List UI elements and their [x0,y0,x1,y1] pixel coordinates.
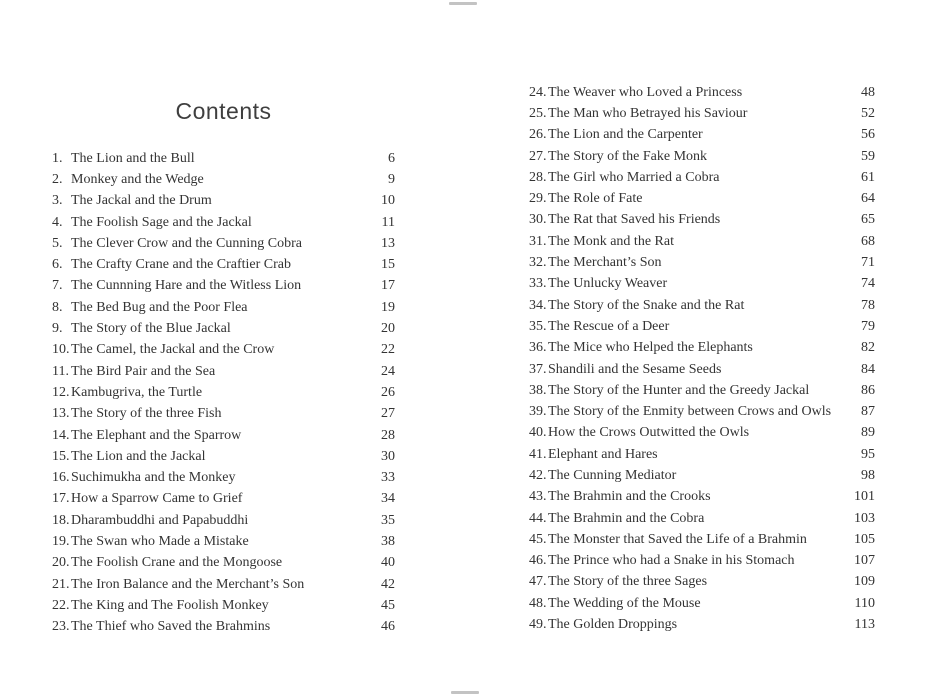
toc-entry [529,380,875,401]
toc-entry-number: 26. [529,127,547,143]
toc-entry-number: 37. [529,361,547,377]
toc-entry-title: Monkey and the Wedge [71,171,204,187]
toc-entry [52,531,395,552]
toc-entry-title: The Thief who Saved the Brahmins [71,619,271,635]
toc-entry-number: 3. [52,193,63,209]
toc-entry-title: The Merchant’s Son [548,255,662,271]
toc-entry-title: The Weaver who Loved a Princess [548,84,743,100]
toc-entry-number: 27. [529,148,547,164]
toc-entry-title: The Story of the Enmity between Crows and Owls [548,404,832,420]
toc-entry-number: 2. [52,171,63,187]
toc-entry [52,510,395,531]
toc-entry-number: 12. [52,384,70,400]
toc-entry-title: The Story of the Fake Monk [548,148,708,164]
toc-entry [529,359,875,380]
toc-entry-number: 38. [529,382,547,398]
page-title: Contents [175,98,272,124]
toc-entry [529,401,875,422]
toc-entry-number: 13. [52,406,70,422]
toc-entry-page: 74 [861,276,875,292]
toc-entry-page: 113 [854,617,875,633]
toc-entry [529,338,875,359]
toc-entry-title: The Story of the Hunter and the Greedy Jackal [548,382,810,398]
toc-entry-number: 49. [529,617,547,633]
toc-entry-number: 42. [529,467,547,483]
toc-entry-number: 16. [52,470,70,486]
toc-entry [529,125,875,146]
toc-entry-title: The Lion and the Bull [71,150,195,166]
toc-entry-number: 39. [529,404,547,420]
toc-entry-page: 64 [861,191,875,207]
toc-entry-page: 15 [381,257,395,273]
toc-entry-number: 43. [529,489,547,505]
toc-entry-page: 86 [861,382,875,398]
toc-entry-number: 22. [52,597,70,613]
toc-entry-number: 32. [529,255,547,271]
toc-entry-page: 6 [388,150,395,166]
toc-entry-number: 20. [52,555,70,571]
toc-entry-number: 45. [529,531,547,547]
toc-entry-page: 9 [388,171,395,187]
toc-entry [52,318,395,339]
toc-entry-title: The Story of the three Fish [71,406,222,422]
toc-entry-page: 13 [381,235,395,251]
toc-entry [529,551,875,572]
toc-entry-page: 56 [861,127,875,143]
toc-entry-page: 103 [854,510,875,526]
toc-entry-title: The King and The Foolish Monkey [71,597,269,613]
toc-entry-page: 40 [381,555,395,571]
toc-entry [529,231,875,252]
toc-entry-number: 21. [52,576,70,592]
toc-entry-number: 35. [529,318,547,334]
toc-entry [529,465,875,486]
toc-entry-page: 11 [381,214,395,230]
toc-entry [529,188,875,209]
toc-entry-page: 10 [381,193,395,209]
toc-entry-title: The Cunnning Hare and the Witless Lion [71,278,302,294]
toc-entry-title: Kambugriva, the Turtle [71,384,203,400]
toc-entry-page: 34 [381,491,395,507]
toc-entry-page: 82 [861,340,875,356]
toc-entry-number: 44. [529,510,547,526]
toc-entry-title: The Lion and the Jackal [71,448,206,464]
toc-entry-title: The Foolish Sage and the Jackal [71,214,252,230]
toc-entry-page: 22 [381,342,395,358]
toc-entry-title: The Iron Balance and the Merchant’s Son [71,576,305,592]
toc-entry [52,361,395,382]
toc-entry [529,295,875,316]
toc-entry [529,444,875,465]
toc-entry-number: 23. [52,619,70,635]
toc-entry [529,210,875,231]
toc-entry-page: 68 [861,233,875,249]
toc-entry-title: Suchimukha and the Monkey [71,470,236,486]
toc-entry [52,382,395,403]
toc-entry-title: The Bed Bug and the Poor Flea [71,299,248,315]
toc-entry-page: 38 [381,533,395,549]
toc-entry-title: The Story of the three Sages [548,574,708,590]
toc-entry-title: Shandili and the Sesame Seeds [548,361,722,377]
toc-entry [52,276,395,297]
toc-entry [52,340,395,361]
toc-entry-title: The Rescue of a Deer [548,318,670,334]
toc-entry-number: 46. [529,553,547,569]
toc-entry [529,508,875,529]
toc-entry-number: 30. [529,212,547,228]
toc-entry-page: 59 [861,148,875,164]
toc-entry-title: The Golden Droppings [548,617,678,633]
toc-entry-number: 40. [529,425,547,441]
bottom-fold-mark [451,691,479,694]
toc-entry [52,489,395,510]
toc-entry-title: Elephant and Hares [548,446,658,462]
toc-entry [529,529,875,550]
toc-entry-page: 17 [381,278,395,294]
toc-entry [529,572,875,593]
toc-entry-title: The Lion and the Carpenter [548,127,703,143]
toc-entry-number: 17. [52,491,70,507]
toc-entry-title: The Wedding of the Mouse [548,595,701,611]
toc-entry-number: 41. [529,446,547,462]
toc-entry-number: 29. [529,191,547,207]
toc-entry-title: The Foolish Crane and the Mongoose [71,555,283,571]
toc-entry-page: 19 [381,299,395,315]
toc-entry-title: The Rat that Saved his Friends [548,212,721,228]
toc-entry-number: 33. [529,276,547,292]
toc-entry [52,446,395,467]
toc-entry-number: 31. [529,233,547,249]
toc-list-right [529,82,875,636]
toc-entry-page: 33 [381,470,395,486]
top-fold-mark [449,2,477,5]
toc-entry-title: The Brahmin and the Crooks [548,489,711,505]
toc-entry [529,252,875,273]
toc-entry-title: The Monk and the Rat [548,233,674,249]
toc-entry [52,574,395,595]
toc-entry-title: The Role of Fate [548,191,643,207]
toc-entry-title: The Man who Betrayed his Saviour [548,105,748,121]
toc-entry [52,148,395,169]
toc-list-left [52,148,395,638]
toc-entry-page: 95 [861,446,875,462]
toc-entry-page: 105 [854,531,875,547]
toc-entry [52,425,395,446]
toc-entry-page: 84 [861,361,875,377]
toc-entry-number: 14. [52,427,70,443]
toc-entry-title: The Clever Crow and the Cunning Cobra [71,235,302,251]
toc-entry [52,254,395,275]
toc-entry-number: 15. [52,448,70,464]
toc-entry-number: 18. [52,512,70,528]
toc-entry [52,297,395,318]
toc-entry-title: How a Sparrow Came to Grief [71,491,243,507]
toc-entry-title: The Story of the Blue Jackal [71,321,231,337]
toc-entry-number: 36. [529,340,547,356]
toc-entry-number: 19. [52,533,70,549]
toc-entry [529,82,875,103]
toc-entry-title: The Story of the Snake and the Rat [548,297,745,313]
toc-entry-page: 42 [381,576,395,592]
toc-entry-page: 27 [381,406,395,422]
toc-entry-page: 87 [861,404,875,420]
toc-entry-title: The Crafty Crane and the Craftier Crab [71,257,292,273]
toc-entry [52,233,395,254]
toc-entry-number: 34. [529,297,547,313]
toc-entry-title: The Cunning Mediator [548,467,677,483]
toc-entry-page: 71 [861,255,875,271]
toc-entry [529,146,875,167]
toc-entry-title: The Mice who Helped the Elephants [548,340,753,356]
toc-entry-title: The Prince who had a Snake in his Stomach [548,553,795,569]
toc-entry-page: 26 [381,384,395,400]
toc-entry [52,169,395,190]
toc-entry-page: 35 [381,512,395,528]
toc-entry-title: The Bird Pair and the Sea [71,363,216,379]
toc-entry-page: 48 [861,84,875,100]
toc-entry-number: 4. [52,214,63,230]
toc-entry [52,404,395,425]
toc-entry-page: 89 [861,425,875,441]
toc-entry [52,467,395,488]
toc-entry-page: 98 [861,467,875,483]
toc-entry-title: The Unlucky Weaver [548,276,668,292]
toc-entry [529,316,875,337]
toc-entry-page: 110 [854,595,875,611]
toc-entry-title: Dharambuddhi and Papabuddhi [71,512,249,528]
toc-entry [52,595,395,616]
toc-entry-page: 52 [861,105,875,121]
toc-entry-page: 20 [381,321,395,337]
toc-entry-title: The Brahmin and the Cobra [548,510,705,526]
toc-entry-title: The Girl who Married a Cobra [548,169,720,185]
toc-entry-number: 48. [529,595,547,611]
toc-entry-number: 5. [52,235,63,251]
toc-entry-number: 10. [52,342,70,358]
toc-entry [529,103,875,124]
toc-entry [529,487,875,508]
toc-entry-page: 79 [861,318,875,334]
toc-entry-number: 25. [529,105,547,121]
toc-entry-page: 78 [861,297,875,313]
toc-entry [52,191,395,212]
toc-entry-page: 45 [381,597,395,613]
toc-entry-number: 1. [52,150,63,166]
toc-entry-title: The Camel, the Jackal and the Crow [71,342,275,358]
toc-entry-number: 8. [52,299,63,315]
toc-entry-page: 24 [381,363,395,379]
toc-entry-page: 107 [854,553,875,569]
toc-entry-page: 101 [854,489,875,505]
toc-entry [52,617,395,638]
toc-entry-number: 7. [52,278,63,294]
toc-entry [529,274,875,295]
toc-entry [529,167,875,188]
toc-entry-number: 6. [52,257,63,273]
toc-entry-title: The Swan who Made a Mistake [71,533,249,549]
toc-entry [529,423,875,444]
toc-entry-number: 9. [52,321,63,337]
toc-entry-page: 109 [854,574,875,590]
toc-entry-title: The Elephant and the Sparrow [71,427,242,443]
toc-entry [52,553,395,574]
toc-entry-number: 47. [529,574,547,590]
toc-entry-page: 46 [381,619,395,635]
toc-entry-title: The Jackal and the Drum [71,193,212,209]
toc-entry [529,614,875,635]
toc-entry [529,593,875,614]
toc-entry-number: 24. [529,84,547,100]
toc-entry-number: 28. [529,169,547,185]
toc-entry-title: How the Crows Outwitted the Owls [548,425,750,441]
toc-entry-title: The Monster that Saved the Life of a Brahmin [548,531,807,547]
toc-entry-number: 11. [52,363,69,379]
toc-entry-page: 30 [381,448,395,464]
toc-entry-page: 28 [381,427,395,443]
toc-entry-page: 65 [861,212,875,228]
toc-entry [52,212,395,233]
toc-entry-page: 61 [861,169,875,185]
